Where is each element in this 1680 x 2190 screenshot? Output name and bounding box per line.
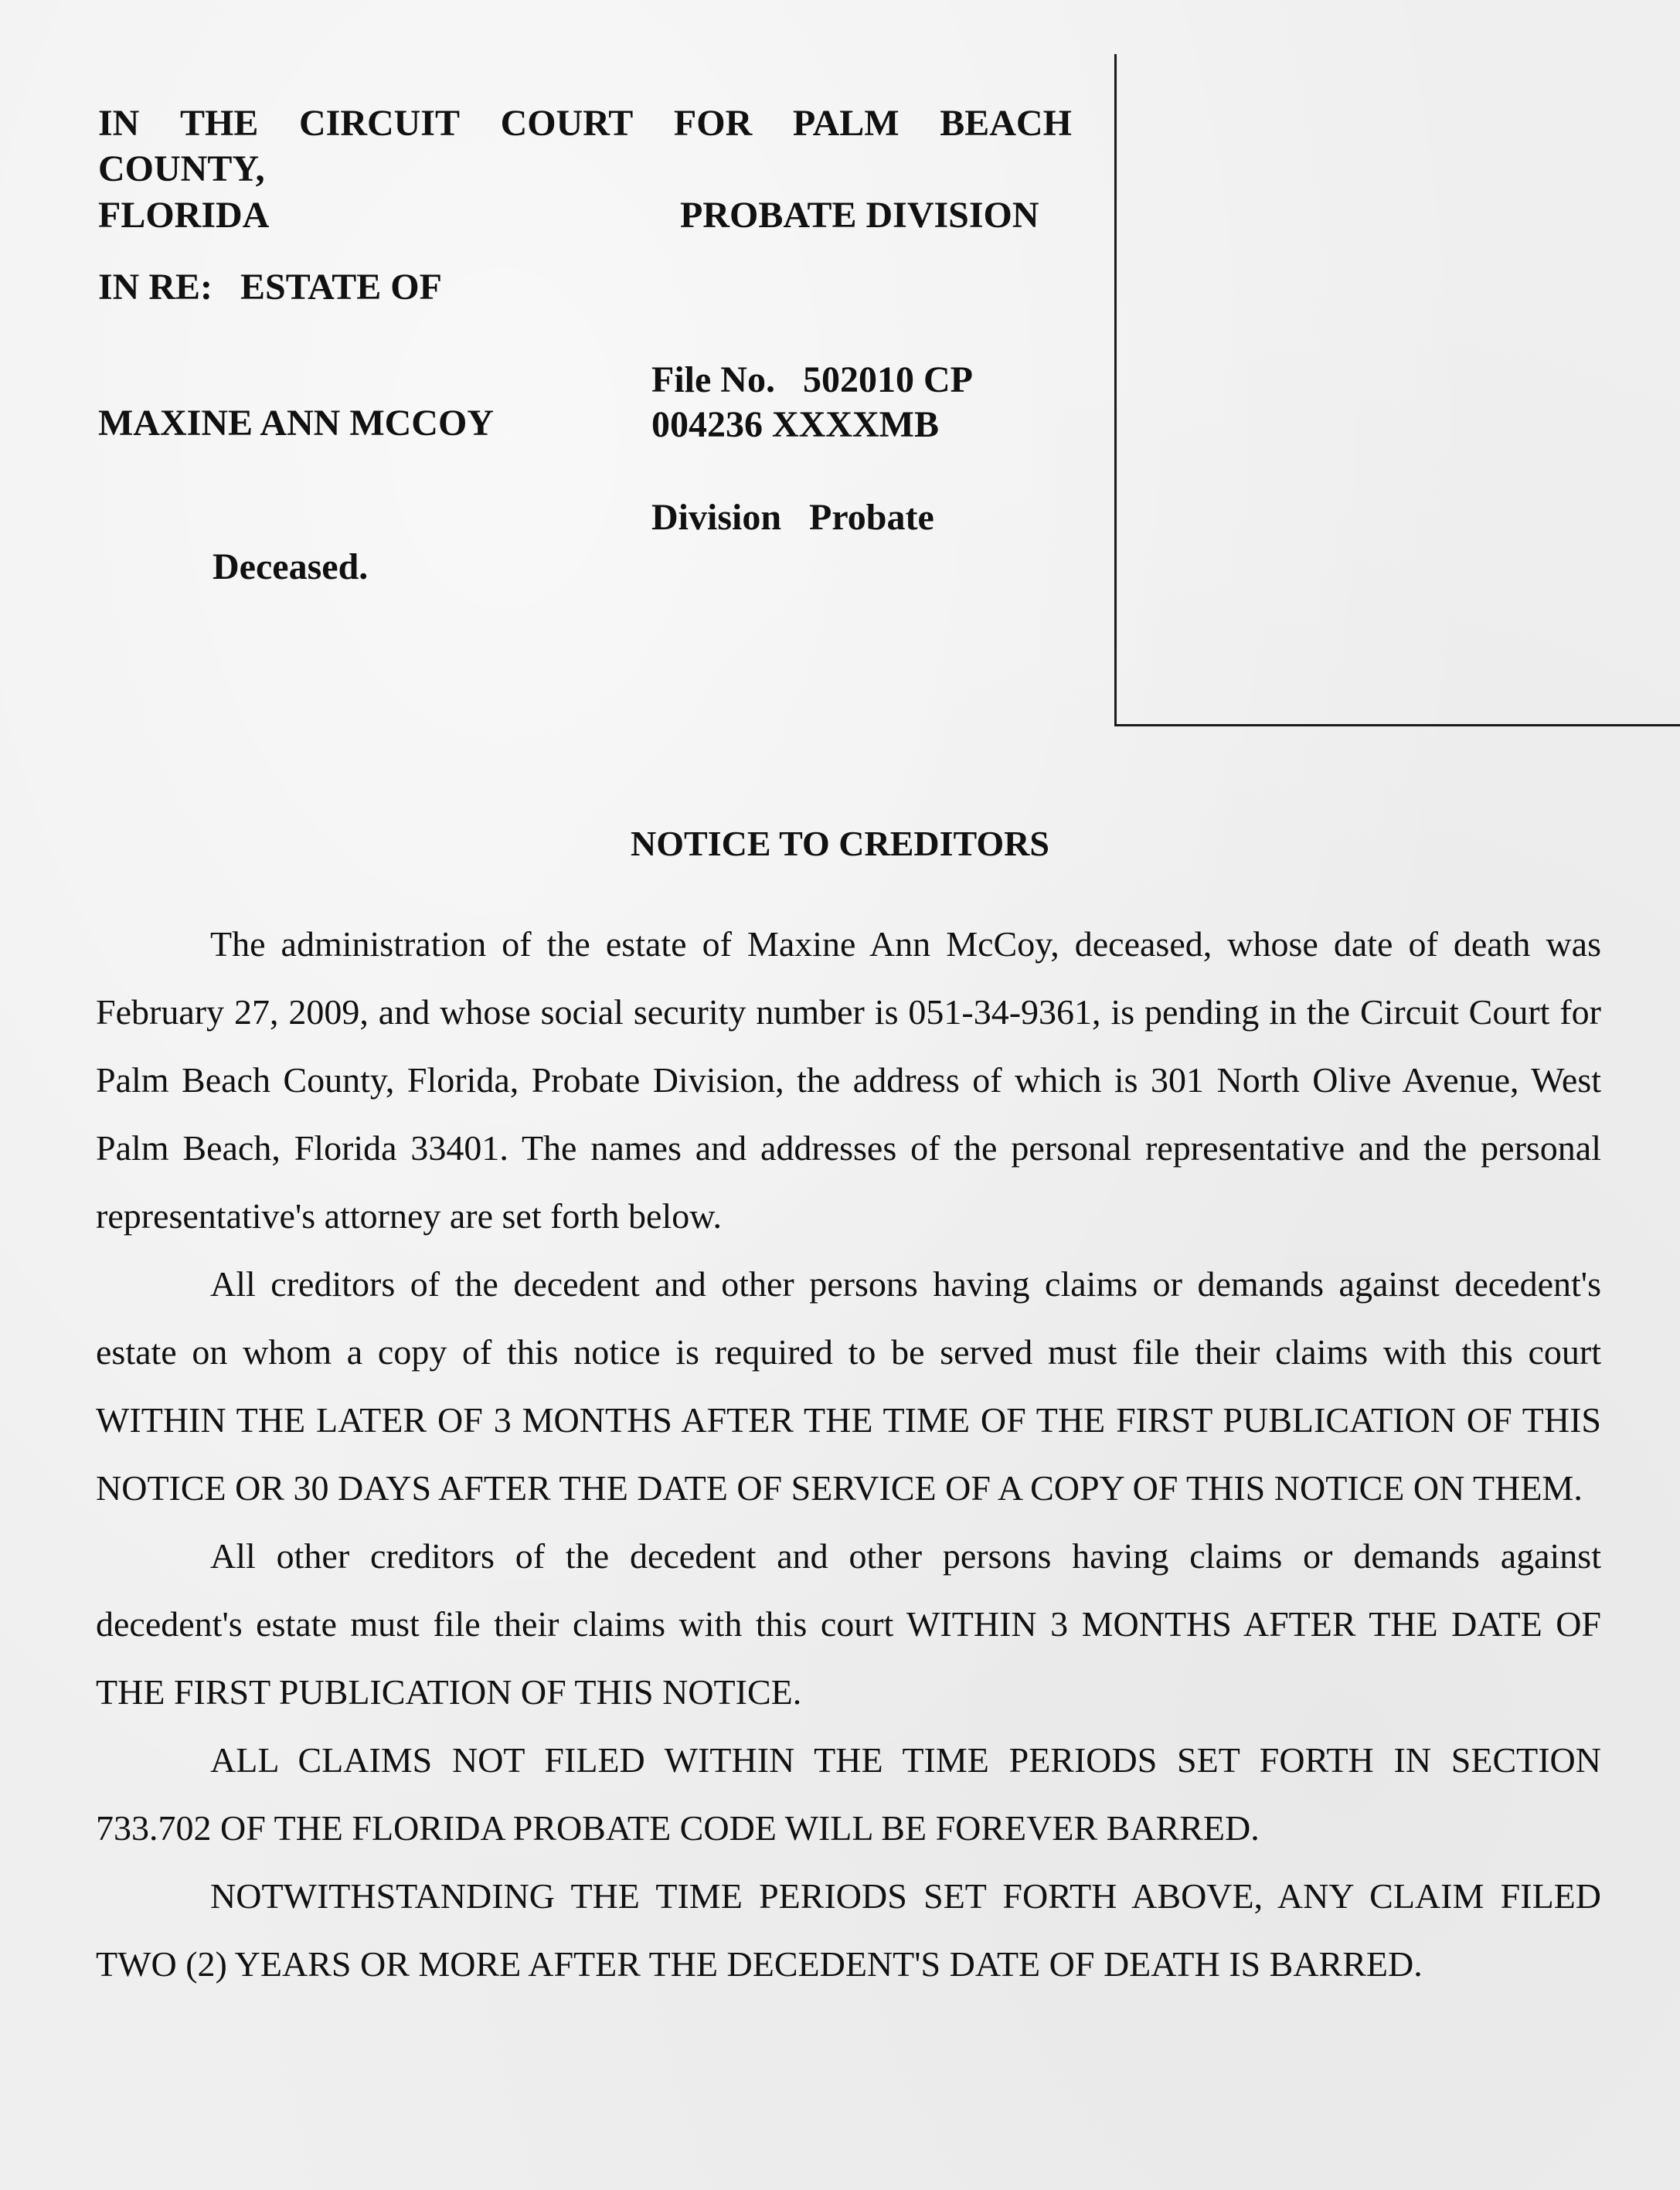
notice-paragraph: The administration of the estate of Maxine Ann McCoy, deceased, whose date of death was February 27, 2009, and whose social security number is 051-34-9361, is pending in the Circuit Court for Palm Beach County, Florida, Probate Division, the address of which is 301 North Olive Avenue, West Palm Beach, Florida 33401. The names and addresses of the personal representative and the personal representative's attorney are set forth below. [96,924,1601,1236]
court-heading-word: IN [98,103,140,144]
deceased-label: Deceased. [213,546,369,587]
court-heading-word: PALM [792,103,900,144]
court-heading-word: BEACH [940,103,1072,144]
notice-paragraph: All creditors of the decedent and other persons having claims or demands against decedent's estate on whom a copy of this notice is required to be served must file their claims with this court WITHIN THE LATER OF 3 MONTHS AFTER THE TIME OF THE FIRST PUBLICATION OF THIS NOTICE OR 30 DAYS AFTER THE DATE OF SERVICE OF A COPY OF THIS NOTICE ON THEM. [96,1264,1601,1508]
notice-body [96,910,1601,1998]
notice-title: NOTICE TO CREDITORS [631,824,1049,863]
state-name: FLORIDA [98,195,270,236]
court-heading-line1 [98,100,1072,147]
clerk-stamp-box-bottom-border [1114,724,1680,726]
notice-paragraph: ALL CLAIMS NOT FILED WITHIN THE TIME PERIODS SET FORTH IN SECTION 733.702 OF THE FLORIDA PROBATE CODE WILL BE FOREVER BARRED. [96,1740,1601,1848]
notice-paragraph: NOTWITHSTANDING THE TIME PERIODS SET FORTH ABOVE, ANY CLAIM FILED TWO (2) YEARS OR MORE AFTER THE DECEDENT'S DATE OF DEATH IS BARRED. [96,1876,1601,1984]
file-number-line1: File No. 502010 CP [651,359,973,400]
court-heading-word: CIRCUIT [298,103,460,144]
division-line: Division Probate [651,497,934,538]
decedent-name: MAXINE ANN MCCOY [98,403,494,444]
court-heading-word: COURT [500,103,634,144]
court-heading-word: FOR [673,103,753,144]
court-heading-line2: COUNTY, [98,148,265,189]
notice-paragraph: All other creditors of the decedent and other persons having claims or demands against decedent's estate must file their claims with this court WITHIN 3 MONTHS AFTER THE DATE OF THE FIRST PUBLICATION OF THIS NOTICE. [96,1536,1601,1712]
court-heading-word: THE [179,103,259,144]
division-heading: PROBATE DIVISION [680,195,1039,236]
file-number-line2: 004236 XXXXMB [651,404,939,445]
clerk-stamp-box-left-border [1114,54,1117,726]
in-re-line: IN RE: ESTATE OF [98,267,442,308]
